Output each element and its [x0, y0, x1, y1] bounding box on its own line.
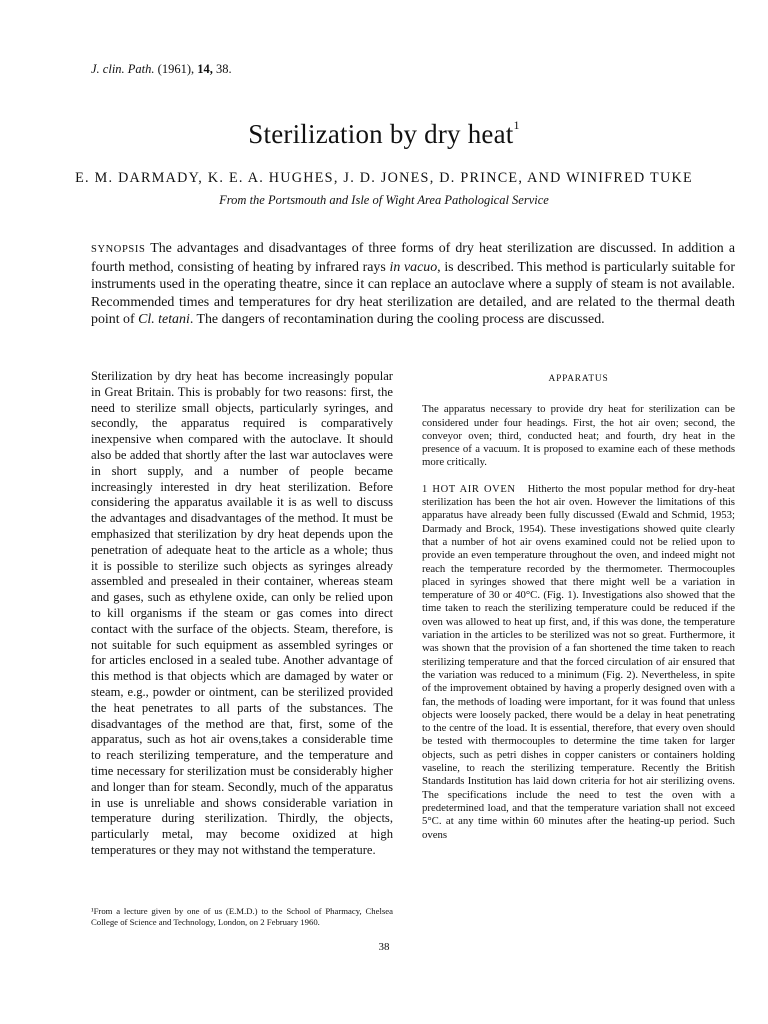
synopsis-italic-2: Cl. tetani [138, 312, 190, 328]
journal-page: 38. [215, 62, 232, 76]
hot-air-oven-paragraph [422, 483, 735, 842]
hot-air-oven-label: 1 HOT AIR OVEN [422, 483, 516, 495]
article-title-text: Sterilization by dry heat [248, 119, 514, 149]
footnote: ¹From a lecture given by one of us (E.M.D.) to the School of Pharmacy, Chelsea College of Science and Technology, London, on 2 February 1960. [91, 906, 393, 927]
left-column-body: Sterilization by dry heat has become increasingly popular in Great Britain. This is probably for two reasons: first, the need to sterilize small objects, particularly syringes, and secondly, the apparatus required is comparatively inexpensive when compared with the autoclave. It should also be added that shortly after the last war autoclaves were in short supply, and a number of people became increasingly interested in dry heat sterilization. Before considering the apparatus available it is as well to discuss the advantages and disadvantages of the method. It must be emphasized that sterilization by dry heat depends upon the penetration of adequate heat to the article as a whole; thus it is possible to sterilize such objects as syringes already assembled and presealed in their container, whereas steam and gases, such as ethylene oxide, can only be relied upon to kill organisms if the steam or gas comes into direct contact with the surface of the objects. Steam, therefore, is not suitable for such equipment as assembled syringes or for articles enclosed in a sealed tube. Another advantage of this method is that objects which are damaged by water or steam, e.g., powder or ointment, can be sterilized provided the heat penetrates to all parts of the substances. The disadvantages of the method are that, first, some of the apparatus, such as hot air ovens,takes a considerable time to reach sterilizing temperature, and the temperature and time necessary for sterilization must be considerably higher and longer than for steam. Secondly, much of the apparatus in use is unreliable and shows considerable variation in temperature during sterilization. Thirdly, the objects, particularly metal, may become oxidized at high temperatures or they may not withstand the temperature. [91, 369, 393, 857]
page-number: 38 [378, 941, 390, 953]
right-column [422, 373, 735, 855]
synopsis-label: SYNOPSIS [91, 244, 146, 255]
title-footnote-mark: 1 [513, 118, 520, 132]
synopsis-text-1: The advantages and disadvantages of three forms of dry heat sterilization are discussed. In addition a fourth method, consisting of heating by infrared rays [91, 241, 735, 275]
journal-name: J. clin. Path. [91, 62, 155, 76]
left-column [91, 369, 393, 872]
journal-year: (1961), [157, 62, 195, 76]
synopsis-text-2: , is described. This method is particularly suitable for instruments used in the operating theatre, since it can replace an autoclave where a supply of steam is not available. Recommended times and temperatures for dry heat sterilization are detailed, and are related to the thermal death point of [91, 259, 735, 328]
journal-volume: 14, [197, 62, 213, 76]
hot-air-oven-body: Hitherto the most popular method for dry-heat sterilization has been the hot air oven. However the limitations of this apparatus have already been fully discussed (Ewald and Schmid, 1953; Darmady and Brock, 1954). These investigations showed quite clearly that a number of hot air ovens examined could not be relied upon to provide an even temperature throughout the oven, and indeed might not reach the temperature recorded by the thermometer. Thermocouples placed in syringes showed that there might well be a variation in temperature of 30 or 40°C. (Fig. 1). Investigations also showed that the time taken to reach the sterilizing temperature could be reduced if the oven was allowed to heat up first, and, if this was done, the temperature variation in the articles to be sterilized was not so great. Furthermore, it was shown that the provision of a fan shortened the time taken to reach sterilizing temperature and that the forced circulation of air ensured that the variation was reduced to a minimum (Fig. 2). Nevertheless, in spite of the improvement obtained by having a properly designed oven with a fan, the methods of loading were important, for it was found that unless objects were loosely packed, there would be a delay in heat penetrating to the centre of the load. It is essential, therefore, that every oven should be tested with thermocouples to determine the time taken for larger objects, such as petri dishes in copper canisters or containers holding vaseline, to reach the sterilizing temperature. Recently the British Standards Institution has laid down criteria for hot air sterilizing ovens. The specifications include the need to test the oven with a predetermined load, and that the temperature variation shall not exceed 5°C. at any time within 60 minutes after the heating-up period. Such ovens [422, 482, 735, 841]
journal-citation [91, 62, 232, 77]
synopsis-italic-1: in vacuo [389, 259, 438, 275]
affiliation: From the Portsmouth and Isle of Wight Area Pathological Service [219, 193, 549, 207]
apparatus-intro: The apparatus necessary to provide dry heat for sterilization can be considered under four headings. First, the hot air oven; second, the conveyor oven; third, conducted heat; and fourth, dry heat in the presence of a vacuum. It is proposed to examine each of these methods more critically. [422, 403, 735, 469]
author-list: E. M. DARMADY, K. E. A. HUGHES, J. D. JONES, D. PRINCE, AND WINIFRED TUKE [75, 170, 693, 186]
synopsis-text-3: . The dangers of recontamination during the cooling process are discussed. [189, 312, 605, 328]
synopsis [91, 240, 735, 329]
article-title [0, 118, 768, 150]
section-heading-apparatus: APPARATUS [548, 374, 609, 384]
